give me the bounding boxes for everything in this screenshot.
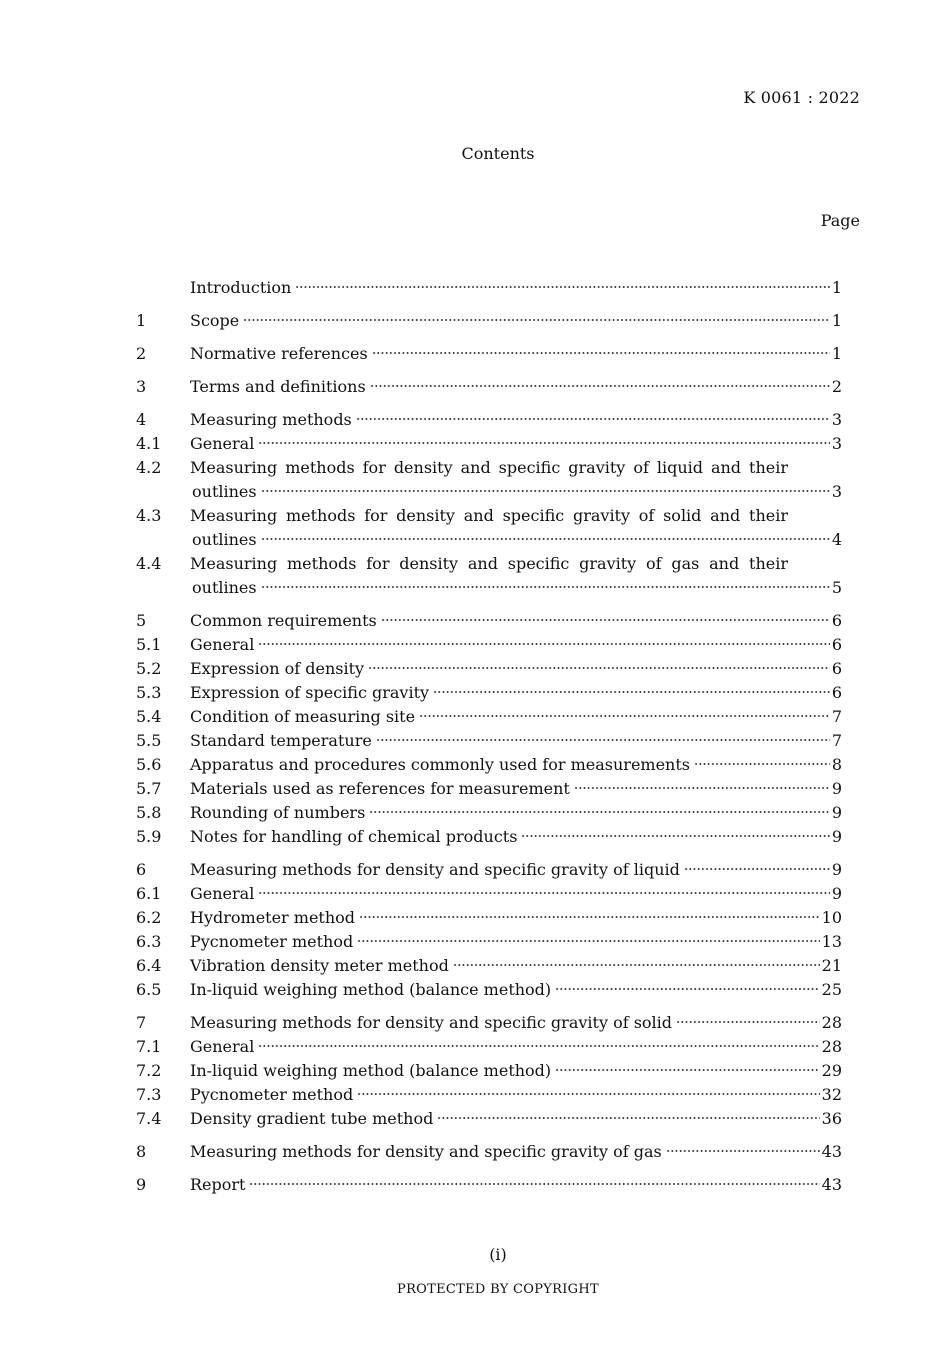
toc-dot-leader xyxy=(555,986,819,995)
toc-entry[interactable] xyxy=(136,681,842,705)
toc-page-number: 21 xyxy=(821,956,842,975)
toc-entry-number: 7.2 xyxy=(136,1061,162,1080)
toc-dot-leader xyxy=(368,665,830,674)
toc-entry-number: 4.2 xyxy=(136,458,162,477)
toc-entry[interactable] xyxy=(136,552,842,600)
toc-entry[interactable] xyxy=(136,432,842,456)
toc-dot-leader xyxy=(684,866,830,875)
toc-dot-leader xyxy=(555,1067,819,1076)
toc-entry-number: 5 xyxy=(136,611,147,630)
toc-dot-leader xyxy=(437,1115,819,1124)
toc-entry[interactable] xyxy=(136,276,842,300)
toc-entry-title: Normative references xyxy=(190,344,368,363)
toc-entry-title: General xyxy=(190,635,255,654)
toc-page-number: 5 xyxy=(831,578,842,597)
toc-entry[interactable] xyxy=(136,504,842,552)
toc-entry-title: General xyxy=(190,434,255,453)
toc-page-number: 10 xyxy=(821,908,842,927)
toc-entry-number: 1 xyxy=(136,311,147,330)
toc-group-gap xyxy=(136,600,842,609)
toc-entry-number: 5.2 xyxy=(136,659,162,678)
toc-entry[interactable] xyxy=(136,978,842,1002)
toc-entry-number: 5.4 xyxy=(136,707,162,726)
toc-entry-number: 7.4 xyxy=(136,1109,162,1128)
toc-page-number: 13 xyxy=(821,932,842,951)
toc-entry-number: 7.3 xyxy=(136,1085,162,1104)
toc-entry[interactable] xyxy=(136,930,842,954)
toc-page-number: 1 xyxy=(831,344,842,363)
toc-group-gap xyxy=(136,300,842,309)
toc-entry[interactable] xyxy=(136,633,842,657)
toc-page-number: 3 xyxy=(831,434,842,453)
toc-entry-title: Rounding of numbers xyxy=(190,803,366,822)
toc-entry[interactable] xyxy=(136,882,842,906)
toc-entry-number: 4 xyxy=(136,410,147,429)
toc-dot-leader xyxy=(261,488,830,497)
toc-entry-number: 9 xyxy=(136,1175,147,1194)
toc-page-number: 7 xyxy=(831,731,842,750)
toc-entry[interactable] xyxy=(136,801,842,825)
toc-entry-title: Measuring methods for density and specific gravity of liquid and their xyxy=(190,458,788,477)
toc-dot-leader xyxy=(261,536,830,545)
toc-dot-leader xyxy=(666,1148,820,1157)
toc-entry-number: 5.3 xyxy=(136,683,162,702)
toc-entry-number: 2 xyxy=(136,344,147,363)
toc-page-number: 3 xyxy=(831,410,842,429)
toc-page-number: 4 xyxy=(831,530,842,549)
toc-entry-title: Hydrometer method xyxy=(190,908,356,927)
toc-entry-title: Standard temperature xyxy=(190,731,372,750)
toc-dot-leader xyxy=(258,1043,819,1052)
toc-entry-number: 4.4 xyxy=(136,554,162,573)
toc-entry[interactable] xyxy=(136,729,842,753)
toc-entry-number: 6 xyxy=(136,860,147,879)
toc-dot-leader xyxy=(295,284,829,293)
toc-dot-leader xyxy=(356,416,830,425)
toc-entry[interactable] xyxy=(136,858,842,882)
toc-dot-leader xyxy=(433,689,830,698)
toc-dot-leader xyxy=(676,1019,820,1028)
toc-entry-number: 3 xyxy=(136,377,147,396)
toc-entry-title: Measuring methods for density and specific gravity of solid and their xyxy=(190,506,788,525)
toc-entry-title-continuation: outlines xyxy=(192,482,257,501)
toc-entry[interactable] xyxy=(136,342,842,366)
page-number: (i) xyxy=(489,1245,507,1264)
toc-dot-leader xyxy=(372,350,830,359)
toc-entry-number: 6.3 xyxy=(136,932,162,951)
toc-entry-title-continuation: outlines xyxy=(192,530,257,549)
toc-entry[interactable] xyxy=(136,825,842,849)
toc-entry-title: Terms and definitions xyxy=(190,377,366,396)
toc-entry[interactable] xyxy=(136,309,842,333)
toc-dot-leader xyxy=(574,785,830,794)
toc-dot-leader xyxy=(419,713,830,722)
standard-identifier: K 0061 : 2022 xyxy=(743,88,860,107)
toc-page-number: 8 xyxy=(831,755,842,774)
page-column-heading: Page xyxy=(820,211,860,230)
toc-dot-leader xyxy=(381,617,830,626)
toc-entry-number: 5.9 xyxy=(136,827,162,846)
toc-page-number: 2 xyxy=(831,377,842,396)
toc-dot-leader xyxy=(376,737,830,746)
toc-entry-title: Condition of measuring site xyxy=(190,707,416,726)
toc-entry-number: 8 xyxy=(136,1142,147,1161)
toc-page-number: 9 xyxy=(831,884,842,903)
toc-dot-leader xyxy=(258,641,829,650)
toc-page-number: 3 xyxy=(831,482,842,501)
toc-page-number: 25 xyxy=(821,980,842,999)
toc-entry[interactable] xyxy=(136,1173,842,1197)
toc-entry[interactable] xyxy=(136,705,842,729)
toc-entry-title: Scope xyxy=(190,311,240,330)
toc-entry-title: Apparatus and procedures commonly used for measurements xyxy=(190,755,690,774)
toc-entry-title: General xyxy=(190,1037,255,1056)
toc-entry[interactable] xyxy=(136,456,842,504)
toc-entry-title: Expression of density xyxy=(190,659,365,678)
toc-entry-title: General xyxy=(190,884,255,903)
page-title: Contents xyxy=(461,144,535,163)
toc-dot-leader xyxy=(521,833,829,842)
toc-entry-number: 6.2 xyxy=(136,908,162,927)
toc-entry-title: Measuring methods xyxy=(190,410,352,429)
toc-entry-number: 5.5 xyxy=(136,731,162,750)
toc-entry-number: 4.3 xyxy=(136,506,162,525)
toc-page-number: 6 xyxy=(831,683,842,702)
toc-entry[interactable] xyxy=(136,906,842,930)
toc-entry-number: 6.5 xyxy=(136,980,162,999)
toc-entry[interactable] xyxy=(136,954,842,978)
toc-entry-number: 7.1 xyxy=(136,1037,162,1056)
toc-group-gap xyxy=(136,333,842,342)
toc-page-number: 6 xyxy=(831,611,842,630)
toc-dot-leader xyxy=(261,584,830,593)
toc-page-number: 1 xyxy=(831,278,842,297)
toc-entry-number: 6.1 xyxy=(136,884,162,903)
toc-entry-title: Measuring methods for density and specific gravity of liquid xyxy=(190,860,680,879)
toc-group-gap xyxy=(136,1131,842,1140)
toc-entry[interactable] xyxy=(136,777,842,801)
toc-dot-leader xyxy=(258,440,829,449)
toc-page-number: 9 xyxy=(831,827,842,846)
toc-group-gap xyxy=(136,399,842,408)
toc-entry-title: Density gradient tube method xyxy=(190,1109,434,1128)
toc-entry-title: In-liquid weighing method (balance method) xyxy=(190,980,552,999)
toc-entry[interactable] xyxy=(136,1011,842,1035)
table-of-contents xyxy=(136,276,842,1197)
toc-entry-title: Notes for handling of chemical products xyxy=(190,827,518,846)
toc-page-number: 43 xyxy=(821,1175,842,1194)
toc-page-number: 6 xyxy=(831,659,842,678)
toc-dot-leader xyxy=(357,938,819,947)
toc-dot-leader xyxy=(370,383,830,392)
toc-entry-title-continuation: outlines xyxy=(192,578,257,597)
toc-entry[interactable] xyxy=(136,1059,842,1083)
toc-entry-title: Vibration density meter method xyxy=(190,956,449,975)
toc-dot-leader xyxy=(258,890,829,899)
toc-entry-number: 7 xyxy=(136,1013,147,1032)
toc-page-number: 36 xyxy=(821,1109,842,1128)
toc-entry[interactable] xyxy=(136,375,842,399)
toc-entry-title: Report xyxy=(190,1175,246,1194)
toc-dot-leader xyxy=(369,809,830,818)
toc-page-number: 9 xyxy=(831,860,842,879)
toc-entry-title: Measuring methods for density and specific gravity of gas xyxy=(190,1142,662,1161)
toc-group-gap xyxy=(136,849,842,858)
toc-dot-leader xyxy=(453,962,820,971)
toc-entry-title: Measuring methods for density and specific gravity of gas and their xyxy=(190,554,788,573)
toc-page-number: 7 xyxy=(831,707,842,726)
toc-entry-title: In-liquid weighing method (balance method) xyxy=(190,1061,552,1080)
toc-dot-leader xyxy=(359,914,820,923)
toc-entry-title: Measuring methods for density and specific gravity of solid xyxy=(190,1013,673,1032)
copyright-notice: PROTECTED BY COPYRIGHT xyxy=(397,1282,599,1297)
toc-entry[interactable] xyxy=(136,1107,842,1131)
toc-entry-number: 5.1 xyxy=(136,635,162,654)
toc-entry-number: 4.1 xyxy=(136,434,162,453)
toc-page-number: 9 xyxy=(831,803,842,822)
toc-entry-number: 5.7 xyxy=(136,779,162,798)
toc-dot-leader xyxy=(243,317,830,326)
toc-page-number: 28 xyxy=(821,1037,842,1056)
toc-entry-number: 5.6 xyxy=(136,755,162,774)
toc-entry-title: Common requirements xyxy=(190,611,377,630)
toc-group-gap xyxy=(136,1164,842,1173)
toc-page-number: 1 xyxy=(831,311,842,330)
toc-entry-title: Expression of specific gravity xyxy=(190,683,430,702)
toc-page-number: 28 xyxy=(821,1013,842,1032)
toc-dot-leader xyxy=(357,1091,819,1100)
toc-group-gap xyxy=(136,1002,842,1011)
toc-entry-title: Materials used as references for measurement xyxy=(190,779,570,798)
toc-dot-leader xyxy=(249,1181,819,1190)
toc-entry-title: Pycnometer method xyxy=(190,932,354,951)
toc-entry[interactable] xyxy=(136,1083,842,1107)
toc-page-number: 9 xyxy=(831,779,842,798)
toc-dot-leader xyxy=(694,761,830,770)
toc-entry[interactable] xyxy=(136,753,842,777)
toc-entry[interactable] xyxy=(136,609,842,633)
toc-entry-title: Introduction xyxy=(190,278,292,297)
toc-page-number: 43 xyxy=(821,1142,842,1161)
toc-entry-number: 6.4 xyxy=(136,956,162,975)
toc-entry[interactable] xyxy=(136,657,842,681)
toc-entry[interactable] xyxy=(136,1035,842,1059)
toc-entry[interactable] xyxy=(136,408,842,432)
toc-entry[interactable] xyxy=(136,1140,842,1164)
toc-group-gap xyxy=(136,366,842,375)
toc-entry-number: 5.8 xyxy=(136,803,162,822)
toc-page-number: 29 xyxy=(821,1061,842,1080)
toc-entry-title: Pycnometer method xyxy=(190,1085,354,1104)
toc-page-number: 6 xyxy=(831,635,842,654)
toc-page-number: 32 xyxy=(821,1085,842,1104)
